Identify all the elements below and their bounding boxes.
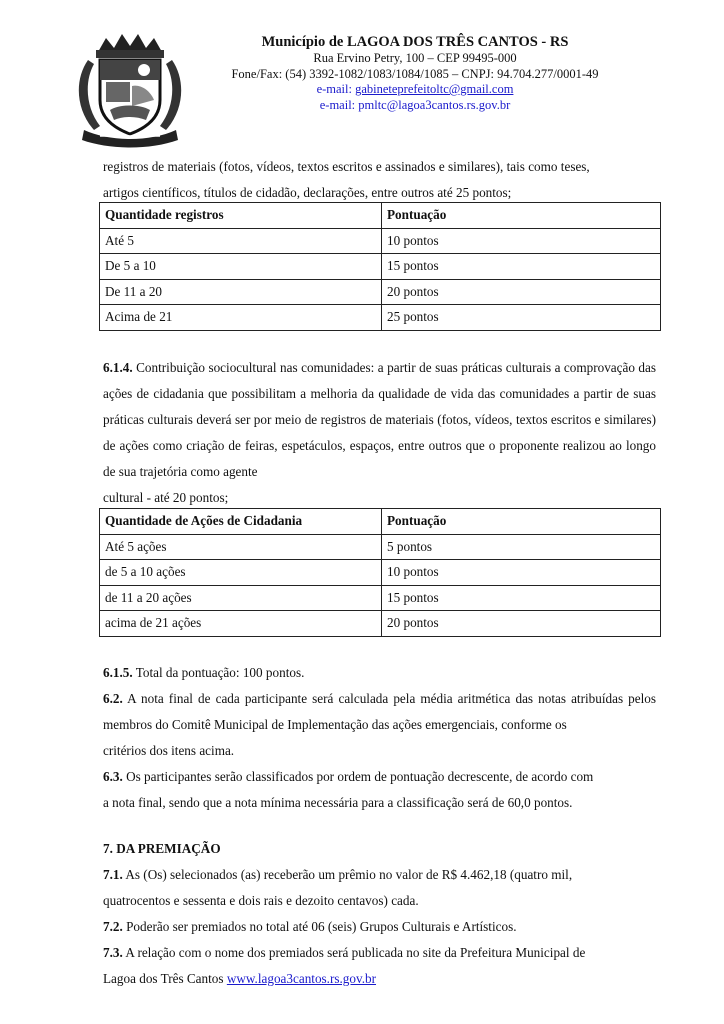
section-number: 6.3. [103, 769, 123, 784]
table-row [100, 305, 661, 331]
section-text: A relação com o nome dos premiados será publicada no site da Prefeitura Municipal de [122, 945, 586, 960]
section-7-1 [103, 862, 656, 888]
section-7 [103, 836, 656, 992]
table-cell: 20 pontos [382, 279, 661, 305]
section-number: 7.2. [103, 919, 123, 934]
table-row [100, 228, 661, 254]
table-cell: 25 pontos [382, 305, 661, 331]
section-number: 6.1.4. [103, 360, 133, 375]
intro-paragraph [103, 154, 656, 206]
records-score-table [99, 202, 661, 331]
letterhead [0, 0, 724, 150]
section-text: Os participantes serão classificados por ordem de pontuação decrescente, de acordo com [122, 769, 594, 784]
section-last-line: cultural - até 20 pontos; [103, 490, 229, 505]
table-cell: de 5 a 10 ações [100, 560, 382, 586]
section-6-1-4 [103, 355, 656, 511]
section-7-3-last-line [103, 966, 656, 992]
intro-line-2: artigos científicos, títulos de cidadão, declarações, entre outros até 25 pontos; [103, 185, 512, 200]
letterhead-text [205, 34, 625, 113]
section-text: A nota final de cada participante será calculada pela média aritmética das notas atribuídas pelos membros do Comitê Municipal de Implementação das ações emergenciais, conforme os [103, 691, 656, 732]
email-text-2[interactable]: pmltc@lagoa3cantos.rs.gov.br [358, 97, 511, 112]
citizenship-actions-score-table [99, 508, 661, 637]
table-row [100, 254, 661, 280]
table-row [100, 279, 661, 305]
table-row [100, 534, 661, 560]
section-7-2 [103, 914, 656, 940]
section-text: Contribuição sociocultural nas comunidades: a partir de suas práticas culturais a comprovação das ações de cidadania que possibilitam a melhoria da qualidade de vida das comunidades a partir de suas práticas culturais deverá ser por meio de registros de materiais (fotos, vídeos, textos escritos e similares) de ações como criação de feiras, espetáculos, espaços, entre outros que o proponente realizou ao longo de sua trajetória como agente [103, 360, 656, 479]
section-number: 6.1.5. [103, 665, 133, 680]
table-cell: acima de 21 ações [100, 611, 382, 637]
section-text: Poderão ser premiados no total até 06 (seis) Grupos Culturais e Artísticos. [122, 919, 517, 934]
table-header-row [100, 509, 661, 535]
table-cell: Acima de 21 [100, 305, 382, 331]
section-6-2-last-line: critérios dos itens acima. [103, 743, 235, 758]
table-cell: 10 pontos [382, 560, 661, 586]
table-cell: 20 pontos [382, 611, 661, 637]
table-row [100, 611, 661, 637]
column-header: Pontuação [382, 203, 661, 229]
section-heading: 7. DA PREMIAÇÃO [103, 841, 221, 856]
section-number: 6.2. [103, 691, 123, 706]
email-label-1: e-mail: [316, 82, 356, 96]
section-number: 7.1. [103, 867, 123, 882]
table-cell: 5 pontos [382, 534, 661, 560]
section-number: 7.3. [103, 945, 123, 960]
phone-cnpj-line: Fone/Fax: (54) 3392-1082/1083/1084/1085 – CNPJ: 94.704.277/0001-49 [231, 66, 599, 81]
column-header: Pontuação [382, 509, 661, 535]
table-header-row [100, 203, 661, 229]
table-cell: Até 5 [100, 228, 382, 254]
section-6-3-last-line: a nota final, sendo que a nota mínima necessária para a classificação será de 60,0 pontos. [103, 795, 573, 810]
municipality-website-link[interactable]: www.lagoa3cantos.rs.gov.br [226, 971, 377, 986]
table-row [100, 585, 661, 611]
table-cell: de 11 a 20 ações [100, 585, 382, 611]
table-cell: 15 pontos [382, 254, 661, 280]
email-line-1 [205, 82, 625, 98]
column-header: Quantidade registros [100, 203, 382, 229]
email-label-2: e-mail: [319, 97, 359, 112]
section-text: As (Os) selecionados (as) receberão um prêmio no valor de R$ 4.462,18 (quatro mil, [122, 867, 573, 882]
section-6-2 [103, 686, 656, 738]
section-6-1-5 [103, 660, 656, 686]
column-header: Quantidade de Ações de Cidadania [100, 509, 382, 535]
sections-6-1-5-to-6-3 [103, 660, 656, 816]
table-cell: 10 pontos [382, 228, 661, 254]
table-cell: De 11 a 20 [100, 279, 382, 305]
section-text: Total da pontuação: 100 pontos. [132, 665, 305, 680]
table-cell: Até 5 ações [100, 534, 382, 560]
municipality-title: Município de LAGOA DOS TRÊS CANTOS - RS [261, 34, 569, 50]
table-cell: 15 pontos [382, 585, 661, 611]
table-row [100, 560, 661, 586]
section-7-1-last-line: quatrocentos e sessenta e dois rais e dezoito centavos) cada. [103, 893, 419, 908]
email-line-2 [205, 98, 625, 114]
email-link-1[interactable]: gabineteprefeitoltc@gmail.com [355, 82, 514, 96]
intro-line-1: registros de materiais (fotos, vídeos, textos escritos e assinados e similares), tais como teses, [103, 159, 590, 174]
address-line: Rua Ervino Petry, 100 – CEP 99495-000 [313, 51, 517, 65]
coat-of-arms-icon [70, 30, 190, 148]
section-text: Lagoa dos Três Cantos [103, 971, 227, 986]
section-7-3 [103, 940, 656, 966]
section-6-3 [103, 764, 656, 790]
table-cell: De 5 a 10 [100, 254, 382, 280]
